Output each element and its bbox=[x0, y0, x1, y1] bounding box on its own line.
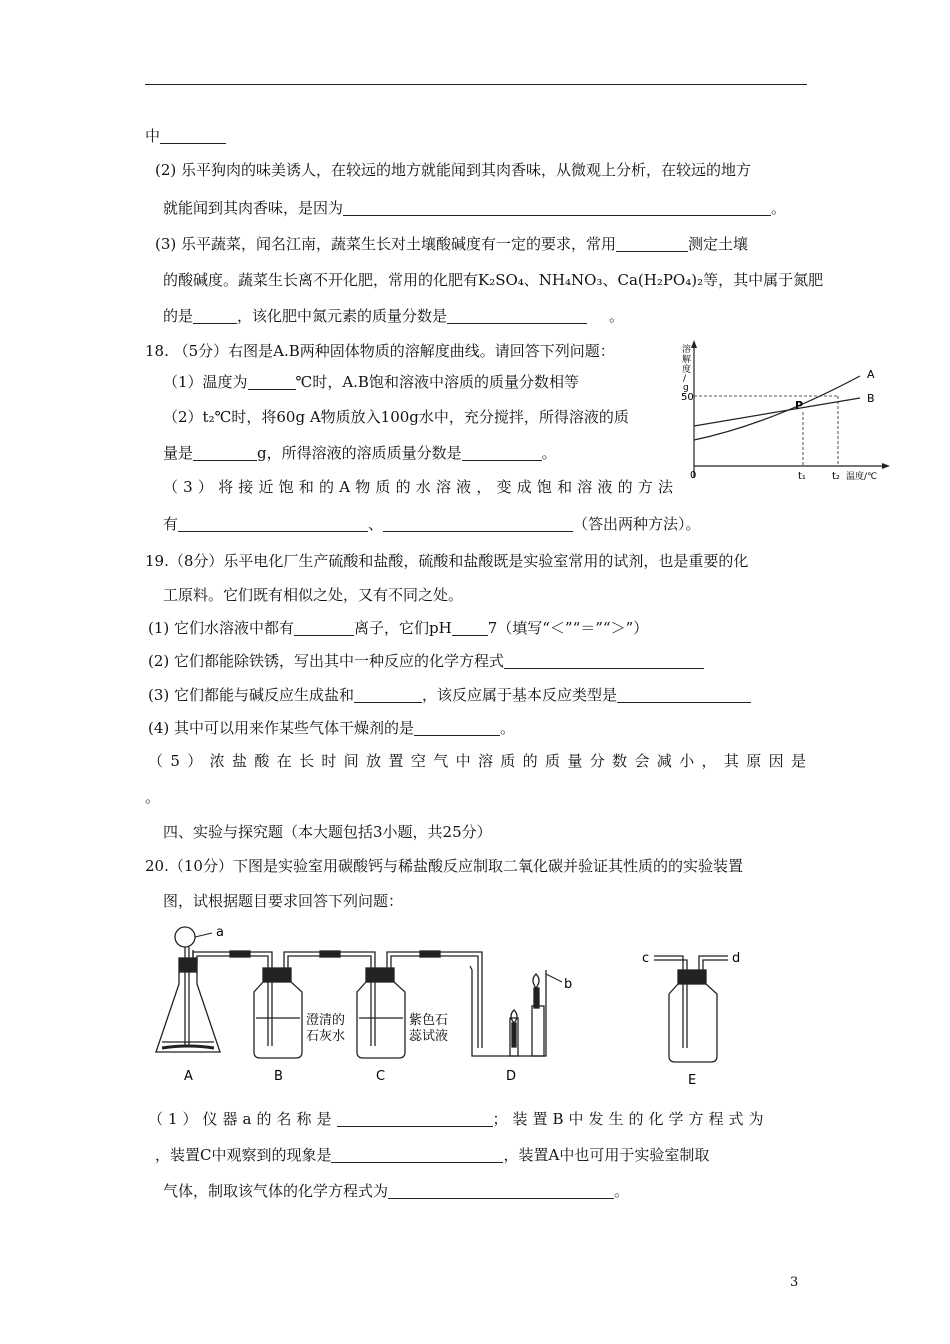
answer-blank[interactable] bbox=[504, 652, 704, 669]
text: 、 bbox=[368, 515, 384, 533]
answer-blank[interactable] bbox=[331, 1146, 503, 1163]
text: 四、实验与探究题（本大题包括3小题，共25分） bbox=[163, 823, 492, 841]
text: (2) 它们都能除铁锈，写出其中一种反应的化学方程式 bbox=[148, 652, 505, 670]
caption-e: E bbox=[688, 1073, 697, 1088]
x-label: 温度/℃ bbox=[846, 472, 878, 482]
q19-b bbox=[163, 585, 463, 605]
q19-3 bbox=[148, 685, 751, 705]
text: （2）t₂℃时，将60g A物质放入100g水中，充分搅拌，所得溶液的质 bbox=[163, 408, 629, 426]
q19-2 bbox=[148, 651, 704, 671]
text: ，该化肥中氮元素的质量分数是 bbox=[237, 307, 448, 325]
answer-blank[interactable] bbox=[617, 686, 751, 703]
text: ℃时，A.B饱和溶液中溶质的质量分数相等 bbox=[295, 373, 579, 391]
q18-1 bbox=[163, 372, 579, 392]
text: (4) 其中可以用来作某些气体干燥剂的是 bbox=[148, 719, 415, 737]
text: 。 bbox=[609, 307, 625, 325]
apparatus-diagram bbox=[150, 918, 770, 1088]
answer-blank[interactable] bbox=[388, 1182, 614, 1199]
answer-blank[interactable] bbox=[337, 1110, 493, 1127]
q17-2b bbox=[163, 198, 786, 218]
label-d: d bbox=[732, 951, 741, 966]
limewater-label: 澄清的 bbox=[306, 1013, 346, 1028]
label-c: c bbox=[642, 951, 650, 966]
point-p-label: P bbox=[795, 399, 804, 412]
q20-2 bbox=[155, 1145, 709, 1165]
text: 有 bbox=[163, 515, 179, 533]
curve-b-label: B bbox=[867, 392, 875, 405]
text: 的是 bbox=[163, 307, 194, 325]
text: 20.（10分）下图是实验室用碳酸钙与稀盐酸反应制取二氧化碳并验证其性质的的实验装置 bbox=[145, 857, 743, 875]
y-label-char: 度 bbox=[682, 365, 692, 375]
q17-2 bbox=[155, 160, 751, 180]
caption-b: B bbox=[274, 1069, 283, 1084]
y-label-char: g bbox=[683, 383, 689, 393]
caption-c: C bbox=[376, 1069, 386, 1084]
apparatus-b bbox=[254, 968, 302, 1058]
y-label-char: 解 bbox=[682, 355, 692, 365]
section-4-title bbox=[163, 822, 492, 842]
text: 测定土壤 bbox=[688, 235, 749, 253]
text: 就能闻到其肉香味，是因为 bbox=[163, 199, 344, 217]
answer-blank[interactable] bbox=[452, 619, 488, 636]
origin-label: 0 bbox=[690, 470, 697, 481]
q18-3b bbox=[163, 514, 701, 534]
q18-2 bbox=[163, 407, 629, 427]
x-axis-arrow bbox=[882, 463, 890, 469]
text: （5）浓盐酸在长时间放置空气中溶质的质量分数会减小，其原因是 bbox=[148, 752, 806, 770]
text: (3) 它们都能与碱反应生成盐和 bbox=[148, 686, 355, 704]
line-1 bbox=[145, 126, 226, 146]
text: (1) 它们水溶液中都有 bbox=[148, 619, 295, 637]
text: ，该反应属于基本反应类型是 bbox=[422, 686, 618, 704]
curve-b bbox=[694, 398, 860, 426]
page-number: 3 bbox=[790, 1275, 799, 1290]
label-b: b bbox=[564, 977, 573, 992]
text: ，装置A中也可用于实验室制取 bbox=[503, 1146, 710, 1164]
answer-blank[interactable] bbox=[343, 199, 771, 216]
text: （答出两种方法）。 bbox=[573, 515, 701, 533]
text: ；装置B中发生的化学方程式为 bbox=[492, 1110, 769, 1128]
text: g，所得溶液的溶质质量分数是 bbox=[257, 444, 462, 462]
q19-1 bbox=[148, 618, 648, 638]
q20-b bbox=[163, 891, 403, 911]
text: (2) 乐平狗肉的味美诱人，在较远的地方就能闻到其肉香味，从微观上分析，在较远的地方 bbox=[155, 161, 752, 179]
t2-label: t₂ bbox=[832, 471, 840, 482]
text: (3) 乐平蔬菜，闻名江南，蔬菜生长对土壤酸碱度有一定的要求，常用 bbox=[155, 235, 617, 253]
answer-blank[interactable] bbox=[414, 719, 500, 736]
text: 18. （5分）右图是A.B两种固体物质的溶解度曲线。请回答下列问题： bbox=[145, 342, 615, 360]
text: 7（填写“＜”“＝”“＞”） bbox=[487, 619, 649, 637]
header-rule bbox=[145, 84, 807, 85]
q18-2b bbox=[163, 443, 557, 463]
answer-blank[interactable] bbox=[160, 127, 226, 144]
text: 。 bbox=[500, 719, 516, 737]
q19 bbox=[145, 551, 748, 571]
q18-3 bbox=[163, 477, 673, 497]
apparatus-a bbox=[156, 927, 220, 1052]
q20-1 bbox=[148, 1109, 769, 1129]
text: （3）将接近饱和的A物质的水溶液，变成饱和溶液的方法 bbox=[163, 478, 673, 496]
text: （1）仪器a的名称是 bbox=[148, 1110, 337, 1128]
answer-blank[interactable] bbox=[447, 307, 587, 324]
text: 图，试根据题目要求回答下列问题： bbox=[163, 892, 404, 910]
text: 。 bbox=[771, 199, 787, 217]
y-label-char: 溶 bbox=[682, 345, 692, 355]
y-label-char: / bbox=[683, 374, 687, 384]
text: 。 bbox=[614, 1182, 630, 1200]
answer-blank[interactable] bbox=[354, 686, 422, 703]
q19-5 bbox=[148, 751, 806, 771]
answer-blank[interactable] bbox=[462, 444, 542, 461]
answer-blank[interactable] bbox=[248, 373, 296, 390]
text: 中 bbox=[145, 127, 161, 145]
apparatus-e bbox=[654, 956, 728, 1062]
solubility-graph bbox=[680, 338, 900, 488]
label-b-line bbox=[546, 974, 562, 982]
q20 bbox=[145, 856, 743, 876]
caption-a: A bbox=[184, 1069, 193, 1084]
text: 离子，它们pH bbox=[354, 619, 452, 637]
label-a-line bbox=[195, 933, 212, 937]
text: 的酸碱度。蔬菜生长离不开化肥，常用的化肥有K₂SO₄、NH₄NO₃、Ca(H₂PO₄)₂等，其中属于氮肥 bbox=[163, 271, 824, 289]
text: 19.（8分）乐平电化厂生产硫酸和盐酸，硫酸和盐酸既是实验室常用的试剂，也是重要的化 bbox=[145, 552, 749, 570]
caption-d: D bbox=[506, 1069, 517, 1084]
q17-3c bbox=[163, 306, 624, 326]
answer-blank[interactable] bbox=[178, 515, 368, 532]
text: 气体，制取该气体的化学方程式为 bbox=[163, 1182, 389, 1200]
answer-blank[interactable] bbox=[383, 515, 573, 532]
text: 量是 bbox=[163, 444, 194, 462]
q19-4 bbox=[148, 718, 515, 738]
litmus-label: 紫色石 bbox=[409, 1013, 449, 1028]
text: （1）温度为 bbox=[163, 373, 248, 391]
q18 bbox=[145, 341, 615, 361]
q20-3 bbox=[163, 1181, 629, 1201]
q17-3b bbox=[163, 270, 823, 290]
y-axis-arrow bbox=[691, 340, 697, 348]
answer-blank[interactable] bbox=[616, 235, 688, 252]
t1-label: t₁ bbox=[798, 471, 806, 482]
text: 工原料。它们既有相似之处，又有不同之处。 bbox=[163, 586, 464, 604]
text: 。 bbox=[541, 444, 557, 462]
litmus-label: 蕊试液 bbox=[409, 1029, 449, 1044]
label-a: a bbox=[216, 925, 224, 940]
apparatus-c bbox=[357, 968, 405, 1058]
y-tick-50: 50 bbox=[681, 392, 694, 403]
curve-a bbox=[694, 376, 860, 440]
q19-5b bbox=[145, 787, 160, 807]
answer-blank[interactable] bbox=[294, 619, 354, 636]
text: 。 bbox=[145, 788, 161, 806]
limewater-label: 石灰水 bbox=[306, 1029, 346, 1044]
q17-3 bbox=[155, 234, 748, 254]
answer-blank[interactable] bbox=[193, 444, 257, 461]
answer-blank[interactable] bbox=[193, 307, 237, 324]
curve-a-label: A bbox=[867, 368, 875, 381]
text: ，装置C中观察到的现象是 bbox=[155, 1146, 332, 1164]
